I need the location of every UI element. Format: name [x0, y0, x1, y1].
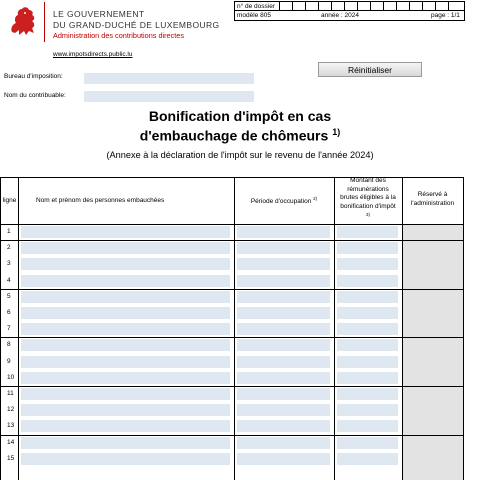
- dossier-digit-box[interactable]: [449, 1, 465, 11]
- col-header-montant-line: Montant des: [350, 177, 386, 184]
- periode-input[interactable]: [237, 291, 330, 303]
- reset-button[interactable]: Réinitialiser: [318, 62, 422, 77]
- government-line-2: DU GRAND-DUCHÉ DE LUXEMBOURG: [53, 20, 220, 30]
- bureau-input[interactable]: [84, 73, 254, 84]
- nom-input[interactable]: [21, 404, 230, 416]
- col-header-montant-note: 3): [365, 212, 370, 218]
- periode-input[interactable]: [237, 323, 330, 335]
- page-title: Bonification d'impôt en cas: [148, 108, 332, 124]
- nom-input[interactable]: [21, 291, 230, 303]
- nom-input[interactable]: [21, 372, 230, 384]
- periode-input[interactable]: [237, 242, 330, 254]
- page-subtitle: (Annexe à la déclaration de l'impôt sur le revenu de l'année 2024): [106, 150, 374, 160]
- header-divider: [44, 2, 45, 42]
- row-number: 8: [7, 341, 11, 349]
- montant-input[interactable]: [337, 339, 398, 351]
- periode-input[interactable]: [237, 356, 330, 368]
- row-number: 10: [7, 373, 15, 381]
- dossier-digit-box[interactable]: [293, 1, 306, 11]
- nom-input[interactable]: [21, 323, 230, 335]
- row-number: 4: [7, 276, 11, 284]
- col-header-nom: Nom et prénom des personnes embauchées: [36, 197, 165, 204]
- col-header-montant-line: brutes éligibles à la: [340, 194, 396, 202]
- montant-input[interactable]: [337, 404, 398, 416]
- row-number: 3: [7, 260, 11, 268]
- montant-input[interactable]: [337, 437, 398, 449]
- periode-input[interactable]: [237, 453, 330, 465]
- dossier-digit-box[interactable]: [319, 1, 332, 11]
- periode-input[interactable]: [237, 437, 330, 449]
- montant-input[interactable]: [337, 226, 398, 238]
- row-number: 5: [7, 292, 11, 300]
- col-header-periode: [234, 196, 334, 205]
- nom-input[interactable]: [21, 437, 230, 449]
- group-separator: [0, 435, 464, 436]
- dossier-digit-box[interactable]: [397, 1, 410, 11]
- contribuable-label: Nom du contribuable:: [4, 92, 66, 99]
- group-separator: [0, 240, 464, 241]
- col-header-reserve-line: Réservé à: [417, 191, 448, 198]
- dossier-digit-box[interactable]: [371, 1, 384, 11]
- montant-input[interactable]: [337, 420, 398, 432]
- nom-input[interactable]: [21, 388, 230, 400]
- bureau-label: Bureau d'imposition:: [4, 73, 63, 80]
- montant-input[interactable]: [337, 372, 398, 384]
- row-number: 7: [7, 325, 11, 333]
- dossier-digit-box[interactable]: [306, 1, 319, 11]
- page-label: page : 1/1: [431, 12, 460, 19]
- website-link[interactable]: www.impotsdirects.public.lu: [53, 51, 133, 58]
- nom-input[interactable]: [21, 356, 230, 368]
- periode-input[interactable]: [237, 372, 330, 384]
- montant-input[interactable]: [337, 291, 398, 303]
- government-line-1: LE GOUVERNEMENT: [53, 9, 145, 19]
- periode-input[interactable]: [237, 404, 330, 416]
- periode-input[interactable]: [237, 226, 330, 238]
- year-label: année : 2024: [321, 12, 359, 19]
- montant-input[interactable]: [337, 388, 398, 400]
- title-line-2-text: d'embauchage de chômeurs: [139, 127, 329, 144]
- periode-input[interactable]: [237, 420, 330, 432]
- col-header-reserve-line: l'administration: [410, 200, 455, 207]
- row-number: 14: [7, 438, 15, 446]
- group-separator: [0, 386, 464, 387]
- periode-input[interactable]: [237, 339, 330, 351]
- row-number: 15: [7, 454, 15, 462]
- periode-input[interactable]: [237, 258, 330, 270]
- col-header-ligne: ligne: [2, 197, 17, 204]
- model-label: modèle 805: [237, 12, 271, 19]
- row-number: 13: [7, 422, 15, 430]
- title-footnote-marker: 1): [332, 127, 341, 137]
- col-header-montant-line: rémunérations: [347, 185, 389, 193]
- nom-input[interactable]: [21, 242, 230, 254]
- montant-input[interactable]: [337, 275, 398, 287]
- row-number: 1: [7, 228, 11, 235]
- montant-input[interactable]: [337, 356, 398, 368]
- group-separator: [0, 289, 464, 290]
- montant-input[interactable]: [337, 453, 398, 465]
- dossier-digit-box[interactable]: [358, 1, 371, 11]
- table-border: [0, 224, 464, 225]
- row-number: 6: [7, 309, 11, 316]
- montant-input[interactable]: [337, 258, 398, 270]
- page-title-line-2: [0, 127, 480, 144]
- periode-input[interactable]: [237, 307, 330, 319]
- col-header-montant: [334, 177, 402, 220]
- periode-input[interactable]: [237, 275, 330, 287]
- row-number: 9: [7, 357, 11, 365]
- dossier-label: n° de dossier: [234, 1, 280, 11]
- periode-input[interactable]: [237, 388, 330, 400]
- col-header-periode-text: Période d'occupation: [250, 198, 312, 206]
- col-header-periode-note: 2): [313, 196, 318, 201]
- row-number: 2: [7, 244, 11, 252]
- admin-column-bg: [402, 224, 463, 480]
- dossier-digit-box[interactable]: [436, 1, 449, 11]
- contribuable-input[interactable]: [84, 91, 254, 102]
- nom-input[interactable]: [21, 275, 230, 287]
- dossier-digit-box[interactable]: [384, 1, 397, 11]
- row-number: 12: [7, 406, 15, 414]
- montant-input[interactable]: [337, 307, 398, 319]
- nom-input[interactable]: [21, 307, 230, 319]
- dossier-digit-box[interactable]: [423, 1, 436, 11]
- dossier-digit-box[interactable]: [410, 1, 423, 11]
- group-separator: [0, 337, 464, 338]
- row-number: 11: [7, 390, 14, 397]
- administration-line: Administration des contributions directes: [53, 31, 185, 40]
- nom-input[interactable]: [21, 258, 230, 270]
- nom-input[interactable]: [21, 453, 230, 465]
- montant-input[interactable]: [337, 242, 398, 254]
- nom-input[interactable]: [21, 339, 230, 351]
- red-lion-icon: [4, 2, 44, 42]
- nom-input[interactable]: [21, 226, 230, 238]
- col-header-montant-line: bonification d'impôt: [340, 202, 396, 210]
- dossier-digit-box[interactable]: [345, 1, 358, 11]
- nom-input[interactable]: [21, 420, 230, 432]
- montant-input[interactable]: [337, 323, 398, 335]
- dossier-digit-box[interactable]: [280, 1, 293, 11]
- dossier-digit-box[interactable]: [332, 1, 345, 11]
- form-meta-row: [234, 11, 465, 21]
- col-header-reserve: [402, 190, 463, 208]
